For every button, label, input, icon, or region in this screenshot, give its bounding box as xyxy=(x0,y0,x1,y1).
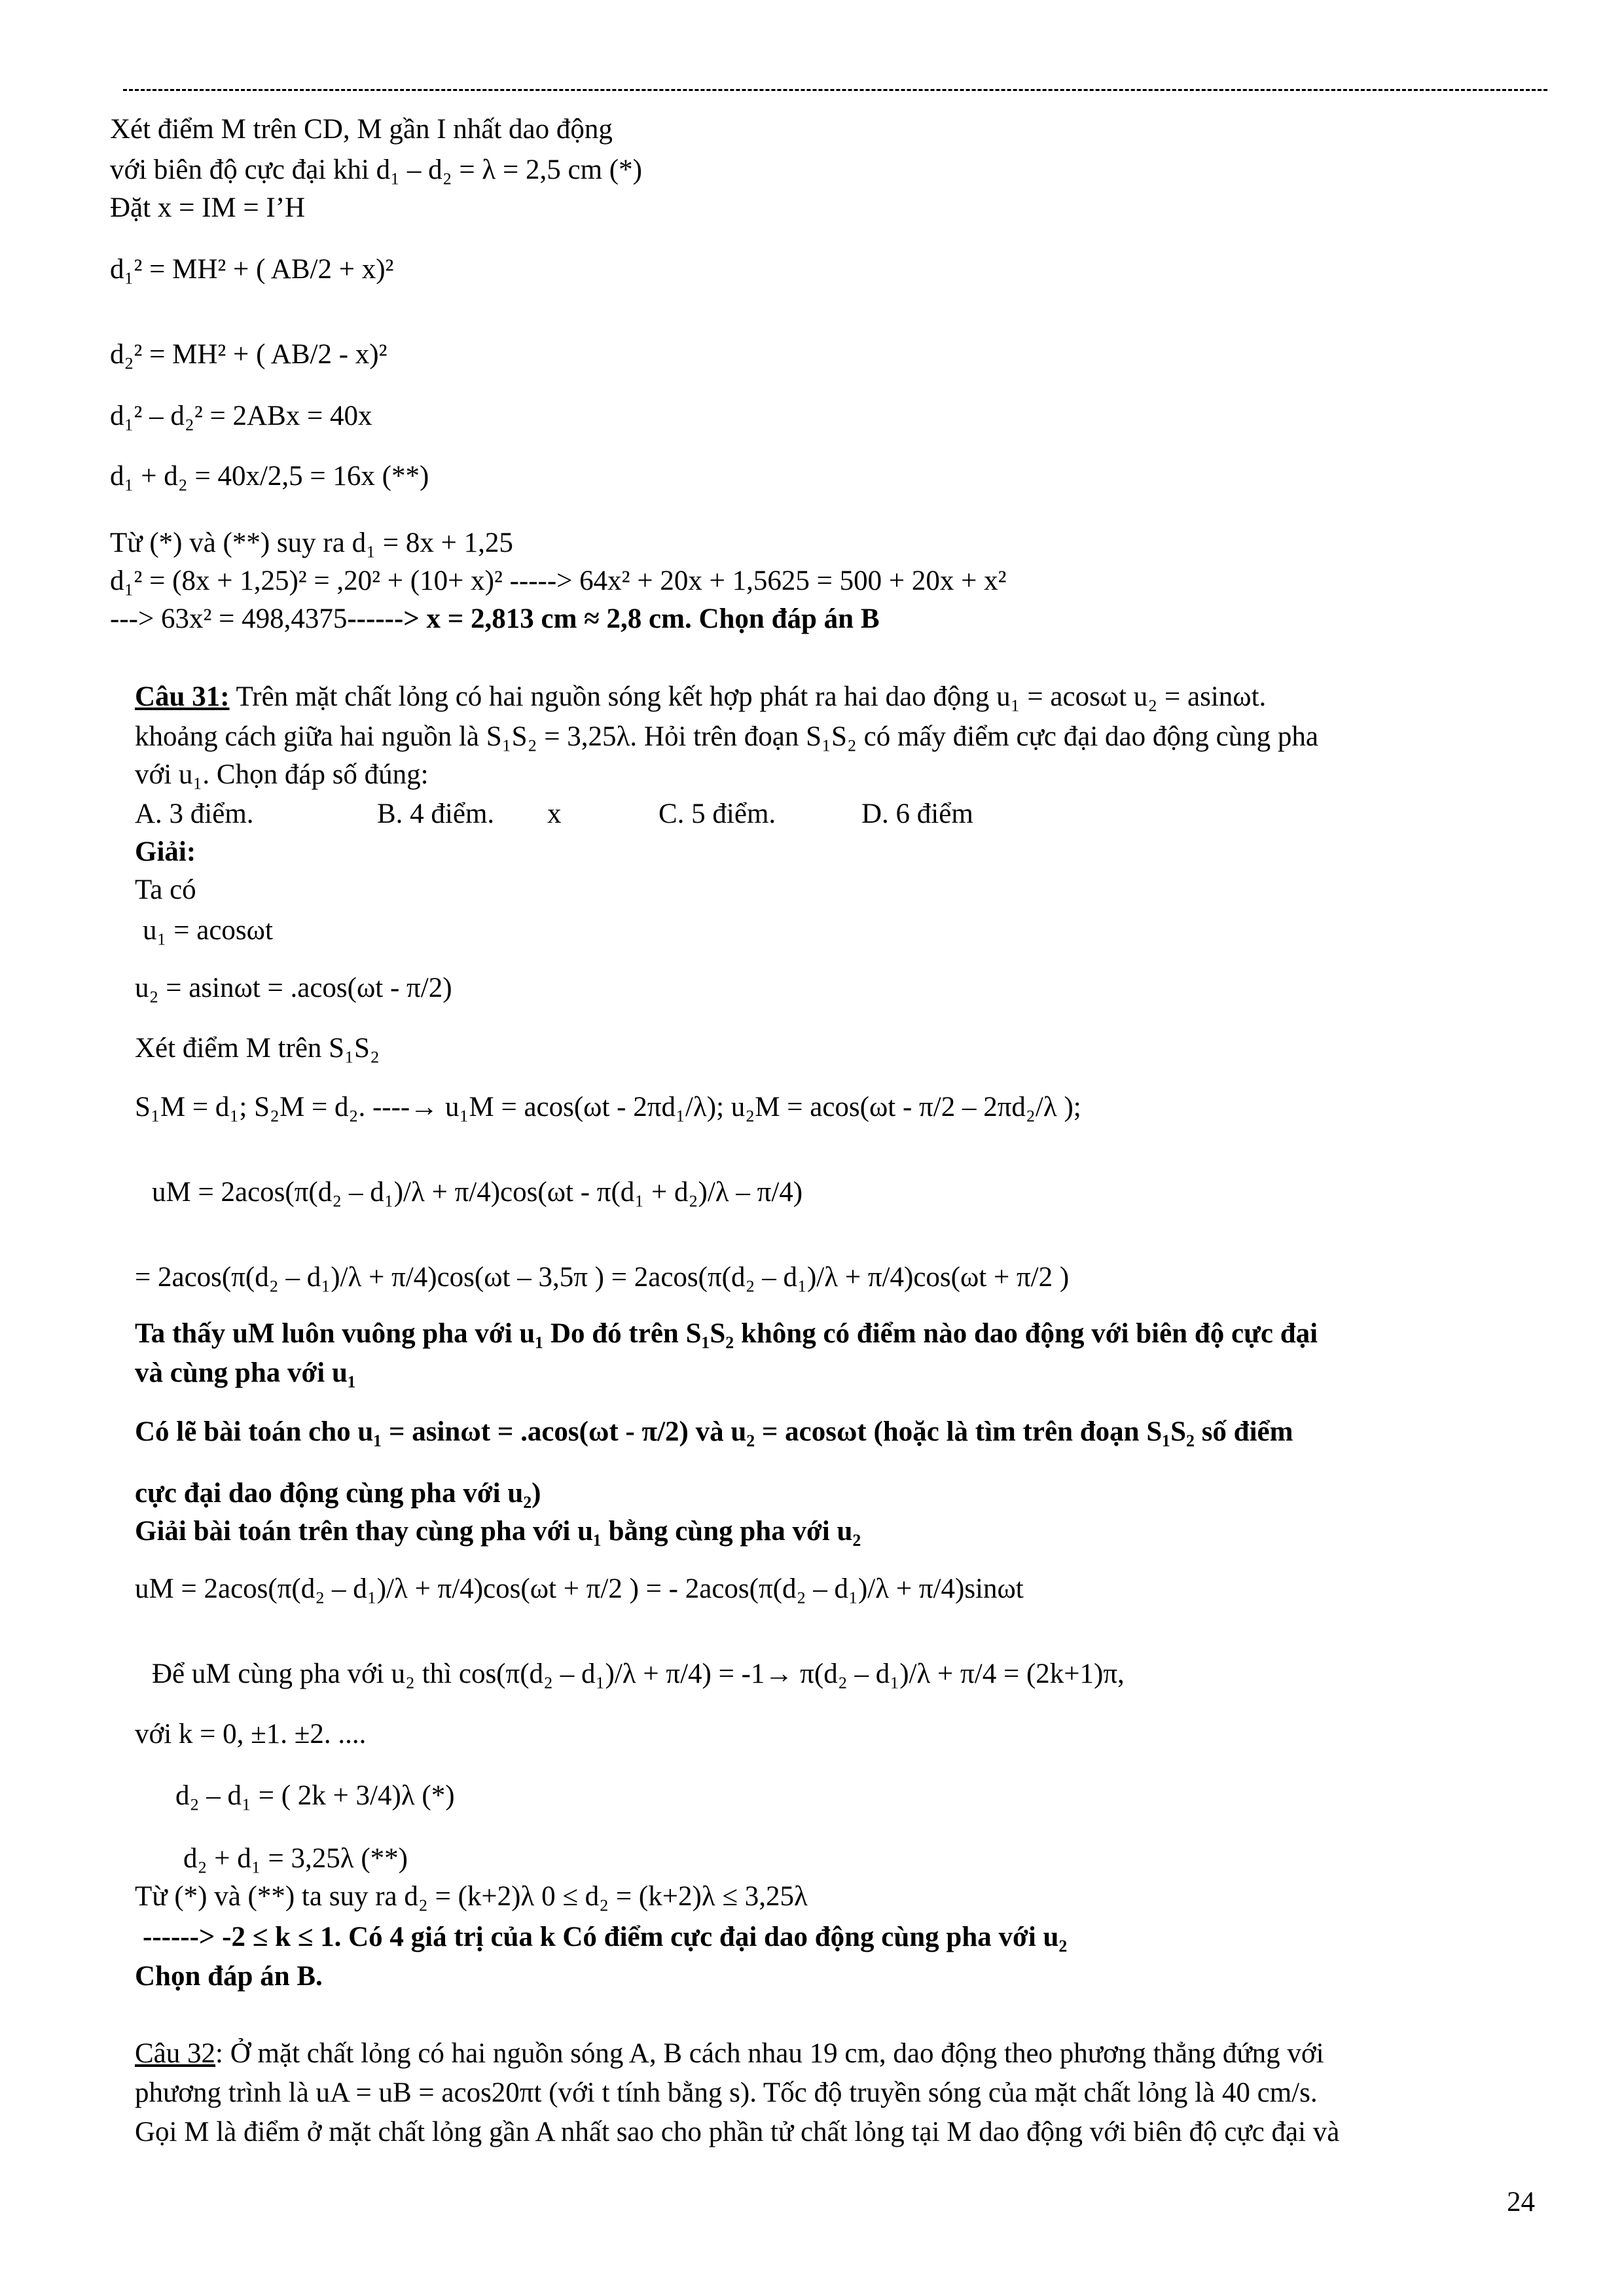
q31-text-1: Trên mặt chất lỏng có hai nguồn sóng kết hợp phát ra hai dao động u₁ = acosωt u₂ = asinωt. xyxy=(229,681,1267,712)
sol30-line-10 xyxy=(110,605,880,633)
sol31-answer: Chọn đáp án B. xyxy=(135,1961,323,1992)
q31-line-2: khoảng cách giữa hai nguồn là S₁S₂ = 3,25λ. Hỏi trên đoạn S₁S₂ có mấy điểm cực đại dao động cùng pha xyxy=(135,721,1319,752)
sol31-line-6: uM = 2acos(π(d₂ – d₁)/λ + π/4)cos(ωt - π(d₁ + d₂)/λ – π/4) xyxy=(152,1177,803,1208)
q31-answer-mark: x xyxy=(547,798,562,829)
sol31-line-3: u₂ = asinωt = .acos(ωt - π/2) xyxy=(135,973,452,1003)
sol30-line-2: với biên độ cực đại khi d₁ – d₂ = λ = 2,5 cm (*) xyxy=(110,154,642,185)
q32-text-1: : Ở mặt chất lỏng có hai nguồn sóng A, B cách nhau 19 cm, dao động theo phương thẳng đứng với xyxy=(215,2038,1324,2069)
sol31-heading: Giải: xyxy=(135,836,196,867)
sol30-line-4: d₁² = MH² + ( AB/2 + x)² xyxy=(110,254,394,285)
sol31-line-12: d₂ + d₁ = 3,25λ (**) xyxy=(183,1843,408,1874)
q31-line-3: với u₁. Chọn đáp số đúng: xyxy=(135,759,429,790)
sol31-line-7: = 2acos(π(d₂ – d₁)/λ + π/4)cos(ωt – 3,5π ) = 2acos(π(d₂ – d₁)/λ + π/4)cos(ωt + π/2 ) xyxy=(135,1262,1070,1293)
sol30-line-10-normal: ---> 63x² = 498,4375 xyxy=(110,603,348,634)
sol30-answer: ------> x = 2,813 cm ≈ 2,8 cm. Chọn đáp án B xyxy=(347,603,880,634)
sol30-line-1: Xét điểm M trên CD, M gần I nhất dao động xyxy=(110,114,613,145)
sol30-line-3: Đặt x = IM = I’H xyxy=(110,192,306,223)
sol31-line-14: ------> -2 ≤ k ≤ 1. Có 4 giá trị của k Có điểm cực đại dao động cùng pha với u₂ xyxy=(143,1922,1068,1952)
sol30-line-7: d₁ + d₂ = 40x/2,5 = 16x (**) xyxy=(110,461,429,492)
sol30-line-9: d₁² = (8x + 1,25)² = ,20² + (10+ x)² -----> 64x² + 20x + 1,5625 = 500 + 20x + x² xyxy=(110,565,1007,596)
q32-label: Câu 32 xyxy=(135,2038,216,2069)
sol30-line-5: d₂² = MH² + ( AB/2 - x)² xyxy=(110,339,388,370)
sol31-bold-1: Ta thấy uM luôn vuông pha với u₁ Do đó trên S₁S₂ không có điểm nào dao động với biên độ cực đại xyxy=(135,1318,1318,1349)
sol30-line-8: Từ (*) và (**) suy ra d₁ = 8x + 1,25 xyxy=(110,528,513,558)
sol31-line-10: với k = 0, ±1. ±2. .... xyxy=(135,1719,367,1749)
sol31-line-9: Để uM cùng pha với u₂ thì cos(π(d₂ – d₁)/λ + π/4) = -1→ π(d₂ – d₁)/λ + π/4 = (2k+1)π, xyxy=(152,1659,1125,1689)
sol30-line-6: d₁² – d₂² = 2ABx = 40x xyxy=(110,401,372,431)
sol31-line-8: uM = 2acos(π(d₂ – d₁)/λ + π/4)cos(ωt + π/2 ) = - 2acos(π(d₂ – d₁)/λ + π/4)sinωt xyxy=(135,1573,1024,1604)
q31-option-d: D. 6 điểm xyxy=(861,798,973,829)
sol31-bold-4: cực đại dao động cùng pha với u₂) xyxy=(135,1478,541,1509)
sol31-bold-5: Giải bài toán trên thay cùng pha với u₁ bằng cùng pha với u₂ xyxy=(135,1516,861,1547)
q32-line-3: Gọi M là điểm ở mặt chất lỏng gần A nhất sao cho phần tử chất lỏng tại M dao động với biên độ cực đại và xyxy=(135,2117,1340,2147)
q31-option-b: B. 4 điểm. xyxy=(377,798,495,829)
q32-line-1 xyxy=(135,2039,1324,2068)
top-dashed-separator xyxy=(123,89,1547,91)
sol31-line-4: Xét điểm M trên S₁S₂ xyxy=(135,1033,380,1064)
q31-line-1 xyxy=(135,683,1266,711)
page-number: 24 xyxy=(1507,2187,1535,2217)
sol31-line-2: u₁ = acosωt xyxy=(143,915,273,946)
sol31-line-1: Ta có xyxy=(135,874,196,905)
q32-line-2: phương trình là uA = uB = acos20πt (với t tính bằng s). Tốc độ truyền sóng của mặt chất lỏng là 40 cm/s. xyxy=(135,2077,1318,2108)
sol31-bold-3: Có lẽ bài toán cho u₁ = asinωt = .acos(ωt - π/2) và u₂ = acosωt (hoặc là tìm trên đoạn S₁S₂ số điểm xyxy=(135,1416,1293,1447)
sol31-line-11: d₂ – d₁ = ( 2k + 3/4)λ (*) xyxy=(175,1780,455,1811)
q31-option-c: C. 5 điểm. xyxy=(659,798,776,829)
sol31-line-5: S₁M = d₁; S₂M = d₂. ----→ u₁M = acos(ωt - 2πd₁/λ); u₂M = acos(ωt - π/2 – 2πd₂/λ ); xyxy=(135,1092,1081,1122)
sol31-bold-2: và cùng pha với u₁ xyxy=(135,1357,356,1388)
q31-option-a: A. 3 điểm. xyxy=(135,798,254,829)
q31-label: Câu 31: xyxy=(135,681,230,712)
sol31-line-13: Từ (*) và (**) ta suy ra d₂ = (k+2)λ 0 ≤ d₂ = (k+2)λ ≤ 3,25λ xyxy=(135,1881,808,1912)
